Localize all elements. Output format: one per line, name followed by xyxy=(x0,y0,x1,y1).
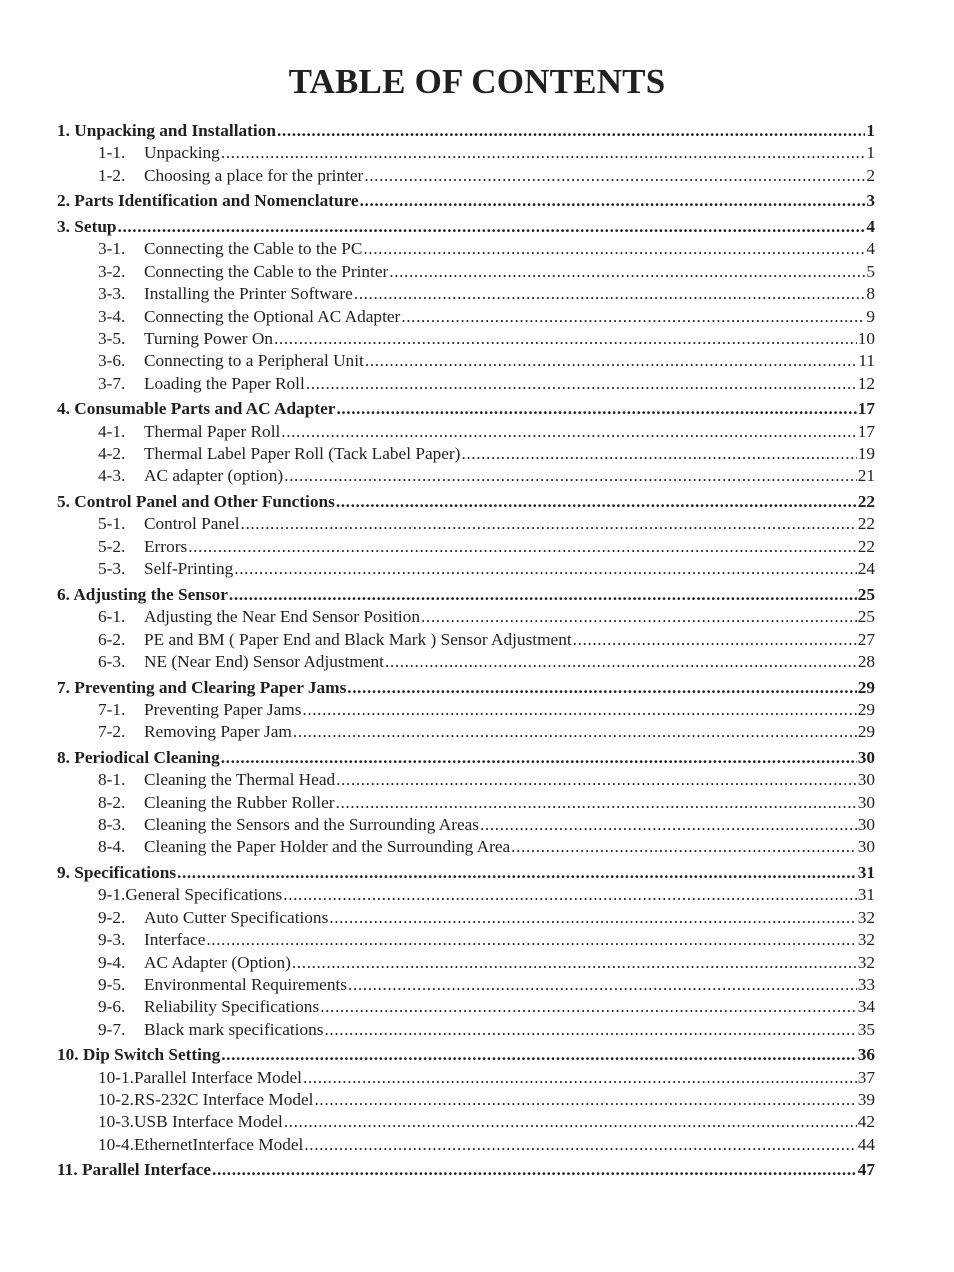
dot-leader xyxy=(221,1044,856,1066)
toc-entry-number: 3-1. xyxy=(98,239,126,259)
dot-leader xyxy=(281,421,856,443)
toc-entry-label: 6. Adjusting the Sensor xyxy=(57,584,228,604)
dot-leader xyxy=(511,836,857,858)
toc-entry-label: 5. Control Panel and Other Functions xyxy=(57,492,335,511)
toc-subsection-entry[interactable] xyxy=(57,974,875,996)
toc-entry-number: 1-1. xyxy=(98,143,126,163)
table-of-contents xyxy=(57,120,875,1182)
toc-page-number: 30 xyxy=(857,815,875,835)
toc-page-number: 32 xyxy=(857,907,875,927)
toc-entry-number: 7-1. xyxy=(98,699,126,719)
toc-entry-number: 3-2. xyxy=(98,261,126,281)
toc-page-number: 29 xyxy=(857,677,875,697)
toc-entry-label: USB Interface Model xyxy=(134,1112,283,1132)
toc-entry-label: Cleaning the Thermal Head xyxy=(144,770,336,790)
toc-page-number: 8 xyxy=(866,284,875,304)
toc-subsection-entry[interactable] xyxy=(57,283,875,305)
dot-leader xyxy=(284,465,857,487)
dot-leader xyxy=(385,651,857,673)
dot-leader xyxy=(293,721,857,743)
toc-entry-number: 7-2. xyxy=(98,722,126,742)
toc-entry-label: 1. Unpacking and Installation xyxy=(57,121,276,140)
dot-leader xyxy=(206,929,856,951)
dot-leader xyxy=(221,747,857,769)
dot-leader xyxy=(315,1089,857,1111)
toc-page-number: 42 xyxy=(857,1112,875,1132)
toc-page-number: 32 xyxy=(857,930,875,950)
toc-page-number: 32 xyxy=(857,952,875,972)
toc-entry-label: Installing the Printer Software xyxy=(144,284,353,304)
dot-leader xyxy=(329,907,856,929)
dot-leader xyxy=(401,306,865,328)
dot-leader xyxy=(306,373,857,395)
toc-subsection-entry[interactable] xyxy=(57,929,875,951)
toc-subsection-entry[interactable] xyxy=(57,465,875,487)
toc-entry-label: Connecting the Cable to the PC xyxy=(144,239,363,259)
toc-section-entry[interactable] xyxy=(57,584,875,606)
toc-entry-label: 4. Consumable Parts and AC Adapter xyxy=(57,399,336,419)
toc-entry-label: Turning Power On xyxy=(144,328,273,348)
toc-page-number: 44 xyxy=(857,1134,875,1154)
toc-page-number: 30 xyxy=(857,770,875,790)
toc-page-number: 1 xyxy=(866,121,875,140)
toc-page-number: 36 xyxy=(857,1045,875,1065)
toc-entry-label: General Specifications xyxy=(125,885,283,905)
toc-page-number: 25 xyxy=(857,607,875,627)
toc-subsection-entry[interactable] xyxy=(57,373,875,395)
toc-entry-number: 9-7. xyxy=(98,1019,126,1039)
toc-entry-number: 5-3. xyxy=(98,559,126,579)
toc-page-number: 25 xyxy=(857,584,875,604)
toc-entry-number: 5-1. xyxy=(98,514,126,534)
dot-leader xyxy=(480,814,857,836)
toc-entry-number: 9-6. xyxy=(98,997,126,1017)
dot-leader xyxy=(336,491,857,513)
toc-entry-label: Cleaning the Sensors and the Surrounding Areas xyxy=(144,815,480,835)
toc-page-number: 34 xyxy=(857,997,875,1017)
toc-entry-label: Cleaning the Rubber Roller xyxy=(144,792,335,812)
toc-entry-number: 3-7. xyxy=(98,373,126,393)
toc-page-number: 17 xyxy=(857,399,875,419)
toc-entry-number: 9-5. xyxy=(98,974,126,994)
toc-page-number: 12 xyxy=(857,373,875,393)
toc-entry-number: 10-1. xyxy=(98,1067,134,1087)
toc-subsection-entry[interactable] xyxy=(57,142,875,164)
toc-entry-number: 8-2. xyxy=(98,792,126,812)
toc-page-number: 22 xyxy=(857,536,875,556)
toc-page-number: 29 xyxy=(857,699,875,719)
toc-entry-number: 4-1. xyxy=(98,421,126,441)
toc-entry-number: 3-5. xyxy=(98,328,126,348)
toc-page-number: 31 xyxy=(857,863,875,882)
dot-leader xyxy=(336,398,856,420)
toc-page-number: 30 xyxy=(857,837,875,857)
toc-entry-number: 6-2. xyxy=(98,629,126,649)
dot-leader xyxy=(303,1067,857,1089)
toc-subsection-entry[interactable] xyxy=(57,606,875,628)
dot-leader xyxy=(221,142,866,164)
dot-leader xyxy=(360,190,866,212)
dot-leader xyxy=(363,238,865,260)
dot-leader xyxy=(320,996,857,1018)
toc-entry-number: 10-3. xyxy=(98,1112,134,1132)
dot-leader xyxy=(241,513,857,535)
toc-entry-number: 6-1. xyxy=(98,607,126,627)
toc-subsection-entry[interactable] xyxy=(57,261,875,283)
toc-entry-label: Thermal Paper Roll xyxy=(144,421,281,441)
toc-page-number: 30 xyxy=(857,792,875,812)
dot-leader xyxy=(292,952,857,974)
dot-leader xyxy=(277,120,865,142)
toc-page-number: 39 xyxy=(857,1090,875,1110)
dot-leader xyxy=(304,1134,856,1156)
toc-subsection-entry[interactable] xyxy=(57,699,875,721)
toc-entry-number: 10-4. xyxy=(98,1134,134,1154)
toc-entry-number: 3-6. xyxy=(98,351,126,371)
dot-leader xyxy=(274,328,857,350)
toc-entry-label: Connecting to a Peripheral Unit xyxy=(144,351,364,371)
toc-page-number: 11 xyxy=(858,351,875,371)
toc-entry-label: Interface xyxy=(144,930,206,950)
toc-section-entry[interactable] xyxy=(57,120,875,142)
toc-subsection-entry[interactable] xyxy=(57,792,875,814)
dot-leader xyxy=(347,677,856,699)
toc-page-number: 1 xyxy=(866,143,875,163)
dot-leader xyxy=(118,216,866,238)
toc-entry-number: 3-3. xyxy=(98,284,126,304)
toc-page-number: 22 xyxy=(857,514,875,534)
toc-entry-label: Environmental Requirements xyxy=(144,974,348,994)
dot-leader xyxy=(188,536,857,558)
toc-subsection-entry[interactable] xyxy=(57,836,875,858)
toc-entry-label: Adjusting the Near End Sensor Position xyxy=(144,607,421,627)
toc-entry-label: Errors xyxy=(144,536,188,556)
dot-leader xyxy=(461,443,856,465)
toc-entry-number: 3-4. xyxy=(98,306,126,326)
toc-section-entry[interactable] xyxy=(57,862,875,884)
toc-subsection-entry[interactable] xyxy=(57,907,875,929)
toc-entry-label: Auto Cutter Specifications xyxy=(144,907,329,927)
toc-page-number: 22 xyxy=(857,492,875,511)
toc-page-number: 9 xyxy=(866,306,875,326)
toc-subsection-entry[interactable] xyxy=(57,350,875,372)
toc-subsection-entry[interactable] xyxy=(57,1067,875,1089)
toc-section-entry[interactable] xyxy=(57,216,875,238)
toc-entry-number: 9-1. xyxy=(98,885,126,905)
toc-subsection-entry[interactable] xyxy=(57,814,875,836)
toc-page-number: 31 xyxy=(857,885,875,905)
toc-entry-number: 9-2. xyxy=(98,907,126,927)
toc-subsection-entry[interactable] xyxy=(57,165,875,187)
toc-entry-number: 5-2. xyxy=(98,536,126,556)
toc-page-number: 4 xyxy=(866,216,875,236)
dot-leader xyxy=(365,350,858,372)
dot-leader xyxy=(177,862,857,884)
toc-entry-number: 4-2. xyxy=(98,444,126,464)
toc-entry-number: 9-4. xyxy=(98,952,126,972)
toc-entry-number: 4-3. xyxy=(98,466,126,486)
toc-entry-label: Connecting the Optional AC Adapter xyxy=(144,306,401,326)
toc-entry-label: AC adapter (option) xyxy=(144,466,284,486)
toc-entry-label: AC Adapter (Option) xyxy=(144,952,291,972)
toc-entry-label: 8. Periodical Cleaning xyxy=(57,747,220,767)
toc-entry-label: Preventing Paper Jams xyxy=(144,699,302,719)
toc-entry-label: 7. Preventing and Clearing Paper Jams xyxy=(57,677,347,697)
toc-page-number: 5 xyxy=(866,261,875,281)
toc-entry-label: 10. Dip Switch Setting xyxy=(57,1045,221,1065)
toc-subsection-entry[interactable] xyxy=(57,306,875,328)
toc-subsection-entry[interactable] xyxy=(57,558,875,580)
toc-page-number: 10 xyxy=(857,328,875,348)
toc-entry-number: 8-1. xyxy=(98,770,126,790)
toc-entry-label: Black mark specifications xyxy=(144,1019,324,1039)
toc-page-number: 2 xyxy=(866,165,875,185)
toc-entry-label: Removing Paper Jam xyxy=(144,722,292,742)
toc-page-number: 37 xyxy=(857,1067,875,1087)
toc-subsection-entry[interactable] xyxy=(57,238,875,260)
toc-entry-label: 9. Specifications xyxy=(57,863,177,882)
dot-leader xyxy=(283,884,856,906)
toc-entry-number: 1-2. xyxy=(98,165,126,185)
toc-entry-label: Unpacking xyxy=(144,143,220,163)
dot-leader xyxy=(389,261,865,283)
toc-entry-number: 8-3. xyxy=(98,815,126,835)
toc-subsection-entry[interactable] xyxy=(57,769,875,791)
toc-entry-number: 9-3. xyxy=(98,930,126,950)
toc-entry-label: Reliability Specifications xyxy=(144,997,320,1017)
toc-page-number: 19 xyxy=(857,444,875,464)
toc-subsection-entry[interactable] xyxy=(57,1111,875,1133)
toc-page-number: 35 xyxy=(857,1019,875,1039)
toc-subsection-entry[interactable] xyxy=(57,328,875,350)
toc-entry-label: PE and BM ( Paper End and Black Mark ) Sensor Adjustment xyxy=(144,629,572,649)
dot-leader xyxy=(229,584,857,606)
toc-entry-label: 11. Parallel Interface xyxy=(57,1160,212,1180)
toc-subsection-entry[interactable] xyxy=(57,1134,875,1156)
dot-leader xyxy=(348,974,857,996)
dot-leader xyxy=(336,792,857,814)
toc-entry-label: 2. Parts Identification and Nomenclature xyxy=(57,191,359,211)
dot-leader xyxy=(421,606,857,628)
dot-leader xyxy=(354,283,866,305)
dot-leader xyxy=(234,558,856,580)
toc-entry-label: RS-232C Interface Model xyxy=(134,1090,314,1110)
dot-leader xyxy=(302,699,856,721)
toc-page-number: 29 xyxy=(857,722,875,742)
page-title: TABLE OF CONTENTS xyxy=(288,62,666,101)
toc-entry-label: Parallel Interface Model xyxy=(134,1067,302,1087)
toc-section-entry[interactable] xyxy=(57,677,875,699)
toc-page-number: 21 xyxy=(857,466,875,486)
toc-subsection-entry[interactable] xyxy=(57,721,875,743)
toc-entry-label: Cleaning the Paper Holder and the Surrounding Area xyxy=(144,837,511,857)
toc-page-number: 3 xyxy=(866,191,875,211)
toc-subsection-entry[interactable] xyxy=(57,996,875,1018)
toc-section-entry[interactable] xyxy=(57,398,875,420)
toc-entry-label: Self-Printing xyxy=(144,559,234,579)
dot-leader xyxy=(364,165,865,187)
toc-entry-label: Choosing a place for the printer xyxy=(144,165,364,185)
toc-subsection-entry[interactable] xyxy=(57,421,875,443)
toc-page-number: 24 xyxy=(857,559,875,579)
dot-leader xyxy=(284,1111,857,1133)
toc-section-entry[interactable] xyxy=(57,190,875,212)
toc-entry-label: EthernetInterface Model xyxy=(134,1134,304,1154)
toc-subsection-entry[interactable] xyxy=(57,536,875,558)
toc-subsection-entry[interactable] xyxy=(57,952,875,974)
toc-page-number: 47 xyxy=(857,1160,875,1180)
toc-entry-number: 8-4. xyxy=(98,837,126,857)
dot-leader xyxy=(324,1019,856,1041)
toc-subsection-entry[interactable] xyxy=(57,629,875,651)
toc-subsection-entry[interactable] xyxy=(57,513,875,535)
toc-page-number: 30 xyxy=(857,747,875,767)
toc-entry-label: NE (Near End) Sensor Adjustment xyxy=(144,651,384,671)
toc-entry-label: 3. Setup xyxy=(57,216,117,236)
toc-section-entry[interactable] xyxy=(57,747,875,769)
toc-page-number: 17 xyxy=(857,421,875,441)
dot-leader xyxy=(573,629,857,651)
toc-section-entry[interactable] xyxy=(57,491,875,513)
dot-leader xyxy=(336,769,857,791)
toc-subsection-entry[interactable] xyxy=(57,884,875,906)
toc-entry-number: 10-2. xyxy=(98,1090,134,1110)
toc-entry-label: Control Panel xyxy=(144,514,240,534)
toc-page-number: 27 xyxy=(857,629,875,649)
toc-page-number: 28 xyxy=(857,651,875,671)
toc-page-number: 33 xyxy=(857,974,875,994)
toc-entry-number: 6-3. xyxy=(98,651,126,671)
toc-section-entry[interactable] xyxy=(57,1044,875,1066)
toc-subsection-entry[interactable] xyxy=(57,651,875,673)
toc-subsection-entry[interactable] xyxy=(57,443,875,465)
toc-entry-label: Thermal Label Paper Roll (Tack Label Paper) xyxy=(144,444,461,464)
toc-page-number: 4 xyxy=(866,239,875,259)
toc-subsection-entry[interactable] xyxy=(57,1019,875,1041)
toc-subsection-entry[interactable] xyxy=(57,1089,875,1111)
toc-entry-label: Connecting the Cable to the Printer xyxy=(144,261,389,281)
toc-section-entry[interactable] xyxy=(57,1159,875,1181)
toc-entry-label: Loading the Paper Roll xyxy=(144,373,305,393)
dot-leader xyxy=(212,1159,857,1181)
